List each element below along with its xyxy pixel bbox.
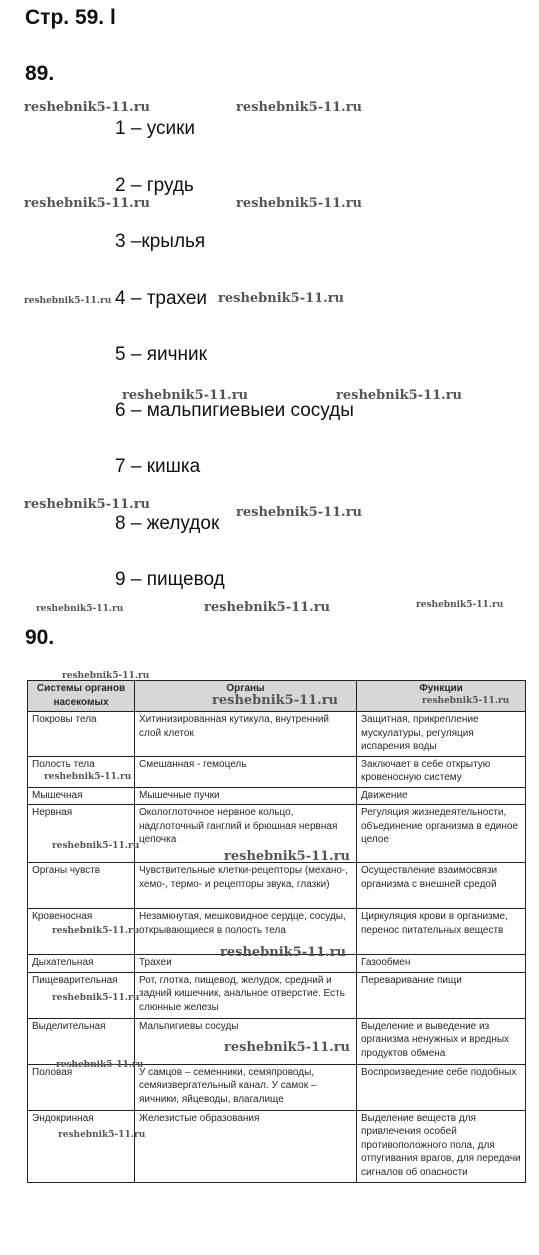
cell-organs: Трахеи — [135, 955, 357, 973]
watermark: reshebnik5-11.ru — [336, 388, 463, 403]
header-organs: Органы — [135, 681, 357, 712]
table-row — [28, 1064, 526, 1110]
cell-organs: У самцов – семенники, семяпроводы, семяизвергательный канал. У самок – яичники, яйцеводы, влагалище — [135, 1064, 357, 1110]
watermark: reshebnik5-11.ru — [224, 1040, 351, 1055]
cell-system: Покровы тела — [28, 712, 135, 757]
watermark: reshebnik5-11.ru — [416, 600, 504, 610]
cell-organs: Чувствительные клетки-рецепторы (механо-, хемо-, термо- и рецепторы звука, глазки) — [135, 863, 357, 909]
answer-item-7: 7 – кишка — [115, 456, 201, 477]
cell-organs: Окологлоточное нервное кольцо, надглоточный ганглий и брюшная нервная цепочка — [135, 805, 357, 863]
cell-function: Осуществление взаимосвязи организма с внешней средой — [357, 863, 526, 909]
cell-organs: Мышечные пучки — [135, 787, 357, 805]
cell-function: Движение — [357, 787, 526, 805]
cell-function: Регуляция жизнедеятельности, объединение организма в единое целое — [357, 805, 526, 863]
table-row — [28, 787, 526, 805]
watermark: reshebnik5-11.ru — [218, 291, 345, 306]
watermark: reshebnik5-11.ru — [58, 1130, 146, 1140]
answer-item-8: 8 – желудок — [115, 513, 220, 534]
cell-system: Органы чувств — [28, 863, 135, 909]
task-89-number: 89. — [25, 62, 55, 85]
table-row — [28, 863, 526, 909]
cell-system: Эндокринная — [28, 1110, 135, 1182]
watermark: reshebnik5-11.ru — [204, 600, 331, 615]
cell-system: Выделительная — [28, 1018, 135, 1064]
answer-item-3: 3 –крылья — [115, 231, 206, 252]
watermark: reshebnik5-11.ru — [44, 772, 132, 782]
cell-organs: Железистые образования — [135, 1110, 357, 1182]
table-row — [28, 712, 526, 757]
cell-organs: Незамкнутая, мешковидное сердце, сосуды, открывающиеся в полость тела — [135, 909, 357, 955]
answer-item-5: 5 – яичник — [115, 344, 207, 365]
watermark: reshebnik5-11.ru — [52, 993, 140, 1003]
cell-function: Циркуляция крови в организме, перенос питательных веществ — [357, 909, 526, 955]
watermark: reshebnik5-11.ru — [36, 604, 124, 614]
cell-organs: Смешанная - гемоцель — [135, 756, 357, 787]
cell-organs: Хитинизированная кутикула, внутренний слой клеток — [135, 712, 357, 757]
cell-function: Защитная, прикрепление мускулатуры, регуляция испарения воды — [357, 712, 526, 757]
answer-item-1: 1 – усики — [115, 118, 196, 139]
cell-function: Воспроизведение себе подобных — [357, 1064, 526, 1110]
cell-system: Дыхательная — [28, 955, 135, 973]
watermark: reshebnik5-11.ru — [24, 100, 151, 115]
watermark: reshebnik5-11.ru — [224, 849, 351, 864]
watermark: reshebnik5-11.ru — [220, 945, 347, 960]
watermark: reshebnik5-11.ru — [422, 696, 510, 706]
watermark: reshebnik5-11.ru — [236, 196, 363, 211]
cell-system: Половая — [28, 1064, 135, 1110]
watermark: reshebnik5-11.ru — [212, 693, 339, 708]
watermark: reshebnik5-11.ru — [62, 671, 150, 681]
cell-function: Переваривание пищи — [357, 972, 526, 1018]
watermark: reshebnik5-11.ru — [24, 497, 151, 512]
cell-function: Выделение и выведение из организма ненужных и вредных продуктов обмена — [357, 1018, 526, 1064]
cell-system: Полость тела — [28, 756, 135, 787]
cell-organs: Мальпигиевы сосуды — [135, 1018, 357, 1064]
answer-item-2: 2 – грудь — [115, 175, 194, 196]
cell-system: Мышечная — [28, 787, 135, 805]
answer-item-4: 4 – трахеи — [115, 288, 207, 309]
watermark: reshebnik5-11.ru — [56, 1060, 144, 1070]
watermark: reshebnik5-11.ru — [236, 505, 363, 520]
header-systems: Системы органов насекомых — [28, 681, 135, 712]
watermark: reshebnik5-11.ru — [24, 296, 112, 306]
cell-system: Нервная — [28, 805, 135, 863]
header-functions: Функции — [357, 681, 526, 712]
watermark: reshebnik5-11.ru — [24, 196, 151, 211]
cell-system: Пищеварительная — [28, 972, 135, 1018]
cell-organs: Рот, глотка, пищевод, желудок, средний и задний кишечник, анальное отверстие. Есть слюнные железы — [135, 972, 357, 1018]
cell-function: Газообмен — [357, 955, 526, 973]
watermark: reshebnik5-11.ru — [52, 841, 140, 851]
cell-function: Выделение веществ для привлечения особей противоположного пола, для отпугивания врагов, для передачи сигналов об опасности — [357, 1110, 526, 1182]
answer-item-6: 6 – мальпигиевыеи сосуды — [115, 400, 354, 421]
cell-system: Кровеносная — [28, 909, 135, 955]
watermark: reshebnik5-11.ru — [236, 100, 363, 115]
watermark: reshebnik5-11.ru — [52, 926, 140, 936]
watermark: reshebnik5-11.ru — [122, 388, 249, 403]
page-title: Стр. 59. l — [25, 6, 116, 29]
task-90-number: 90. — [25, 626, 55, 649]
table-row — [28, 1110, 526, 1182]
answer-item-9: 9 – пищевод — [115, 569, 225, 590]
cell-function: Заключает в себе открытую кровеносную систему — [357, 756, 526, 787]
